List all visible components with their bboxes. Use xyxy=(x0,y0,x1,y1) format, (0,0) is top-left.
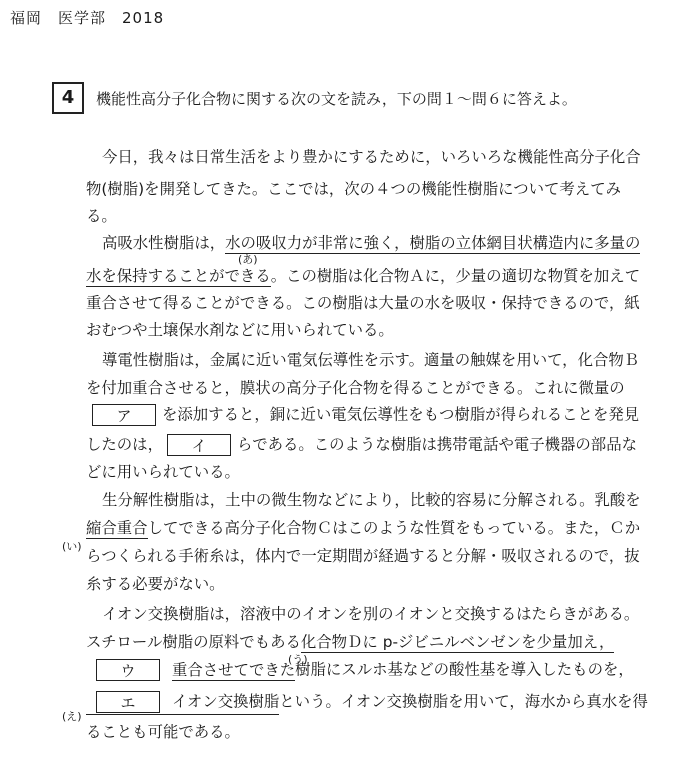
underline-i: 縮合重合 xyxy=(86,519,148,537)
p2-line1 xyxy=(102,233,640,253)
p4-line3: らつくられる手術糸は，体内で一定期間が経過すると分解・吸収されるので，抜 xyxy=(86,547,640,565)
p4-line1: 生分解性樹脂は，土中の微生物などにより，比較的容易に分解される。乳酸を xyxy=(102,491,641,509)
underline-u-part1: 化合物Ｄに p-ジビニルベンゼンを少量加え， xyxy=(300,633,615,651)
p5-line1: イオン交換樹脂は，溶液中のイオンを別のイオンと交換するはたらきがある。 xyxy=(102,605,640,623)
p5-line2-pre: スチロール樹脂の原料でもある xyxy=(86,633,301,651)
underline-e-text: イオン交換樹脂 xyxy=(172,692,280,711)
p1-line3: る。 xyxy=(86,207,117,225)
p3-line1: 導電性樹脂は，金属に近い電気伝導性を示す。適量の触媒を用いて，化合物Ｂ xyxy=(102,351,640,369)
blank-d: エ xyxy=(96,691,160,713)
p3-line3-text: を添加すると，銅に近い電気伝導性をもつ樹脂が得られることを発見 xyxy=(162,405,640,424)
p4-line2 xyxy=(86,518,640,538)
underline-u-part2: 重合させてできた xyxy=(172,660,296,679)
p2-line4: おむつや土壌保水剤などに用いられている。 xyxy=(86,321,394,339)
marker-i: (い) xyxy=(62,540,82,553)
p3-line4 xyxy=(86,434,637,456)
p5-line4 xyxy=(86,691,648,715)
p5-line2 xyxy=(86,632,614,652)
p3-line2: を付加重合させると，膜状の高分子化合物を得ることができる。これに微量の xyxy=(86,379,625,397)
p4-line2-text: してできる高分子化合物Ｃはこのような性質をもっている。また，Ｃか xyxy=(147,519,641,537)
underline-e xyxy=(86,691,279,715)
marker-e: (え) xyxy=(62,710,82,723)
underline-a-part2: 水を保持することができる xyxy=(86,267,271,285)
blank-a: ア xyxy=(92,404,156,426)
p2-line2 xyxy=(86,266,640,286)
blank-c: ウ xyxy=(96,659,160,681)
p1-line1: 今日，我々は日常生活をより豊かにするために，いろいろな機能性高分子化合 xyxy=(102,148,641,166)
p3-line3 xyxy=(86,404,639,426)
p5-line4-text: という。イオン交換樹脂を用いて，海水から真水を得 xyxy=(279,692,648,711)
p2-line3: 重合させて得ることができる。この樹脂は大量の水を吸収・保持できるので，紙 xyxy=(86,294,640,312)
p5-line3 xyxy=(86,659,634,681)
exam-header: 福岡 医学部 2018 xyxy=(10,9,165,27)
underline-a-part1: 水の吸収力が非常に強く，樹脂の立体網目状構造内に多量の xyxy=(225,234,641,252)
marker-u: (う) xyxy=(288,653,308,666)
p2-line1-text: 高吸水性樹脂は， xyxy=(102,234,226,252)
p4-line4: 糸する必要がない。 xyxy=(86,575,225,593)
question-prompt: 機能性高分子化合物に関する次の文を読み，下の問１～問６に答えよ。 xyxy=(96,90,577,108)
p3-line4-post: らである。このような樹脂は携帯電話や電子機器の部品な xyxy=(236,435,637,454)
p3-line4-pre: したのは， xyxy=(86,435,163,454)
p1-line2: 物(樹脂)を開発してきた。ここでは，次の４つの機能性樹脂について考えてみ xyxy=(86,180,621,198)
question-number: 4 xyxy=(52,82,84,114)
blank-b: イ xyxy=(167,434,231,456)
p3-line5: どに用いられている。 xyxy=(86,463,240,481)
p2-line2-text: 。この樹脂は化合物Ａに，少量の適切な物質を加えて xyxy=(270,267,641,285)
p5-line3-text: 樹脂にスルホ基などの酸性基を導入したものを， xyxy=(295,660,634,679)
p5-line5: ることも可能である。 xyxy=(86,723,240,741)
marker-a: (あ) xyxy=(238,253,258,266)
